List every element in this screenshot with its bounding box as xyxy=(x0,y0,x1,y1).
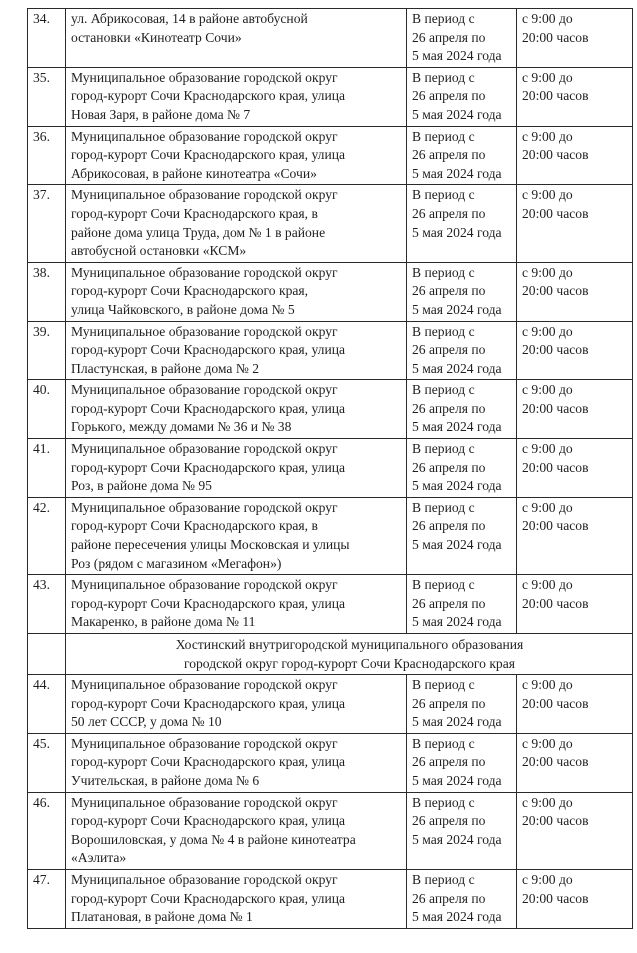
table-row xyxy=(28,792,633,869)
location-line: остановки «Кинотеатр Сочи» xyxy=(71,29,242,45)
period-line: 26 апреля по xyxy=(412,342,486,358)
location-line: улица Чайковского, в районе дома № 5 xyxy=(71,301,295,317)
location-line: Муниципальное образование городской округ xyxy=(71,69,338,85)
time-line: с 9:00 до xyxy=(522,677,573,692)
table-row xyxy=(28,380,633,439)
location-line: город-курорт Сочи Краснодарского края, улица xyxy=(71,695,346,711)
time-cell xyxy=(517,439,633,498)
location-line: Муниципальное образование городской округ xyxy=(71,264,338,280)
location-cell xyxy=(66,67,407,126)
location-line: Муниципальное образование городской округ xyxy=(71,323,338,339)
period-line: 5 мая 2024 года xyxy=(412,48,502,64)
period-line: 5 мая 2024 года xyxy=(412,224,502,240)
location-cell xyxy=(66,733,407,792)
location-line: Пластунская, в районе дома № 2 xyxy=(71,360,260,376)
location-line: город-курорт Сочи Краснодарского края, улица xyxy=(71,754,346,770)
table-row xyxy=(28,869,633,928)
period-line: 26 апреля по xyxy=(412,813,486,829)
period-cell xyxy=(407,126,517,185)
time-cell xyxy=(517,185,633,262)
location-line: Роз (рядом с магазином «Мегафон») xyxy=(71,555,282,571)
time-cell xyxy=(517,733,633,792)
row-number: 43. xyxy=(28,575,66,634)
location-line: Горького, между домами № 36 и № 38 xyxy=(71,419,292,435)
location-line: Муниципальное образование городской округ xyxy=(71,128,338,144)
location-line: город-курорт Сочи Краснодарского края, xyxy=(71,283,309,299)
location-line: город-курорт Сочи Краснодарского края, улица xyxy=(71,400,346,416)
row-number: 38. xyxy=(28,262,66,321)
time-line: 20:00 часов xyxy=(522,400,589,416)
period-cell xyxy=(407,321,517,380)
time-line: 20:00 часов xyxy=(522,205,589,221)
table-row xyxy=(28,321,633,380)
period-cell xyxy=(407,439,517,498)
location-cell xyxy=(66,575,407,634)
period-cell xyxy=(407,9,517,68)
period-cell xyxy=(407,675,517,734)
period-line: 5 мая 2024 года xyxy=(412,831,502,847)
location-line: Муниципальное образование городской округ xyxy=(71,187,338,203)
location-cell xyxy=(66,497,407,574)
section-title-line: городской округ город-курорт Сочи Краснодарского края xyxy=(183,656,516,671)
location-line: город-курорт Сочи Краснодарского края, улица xyxy=(71,342,346,358)
schedule-table xyxy=(27,8,633,929)
period-line: В период с xyxy=(412,128,475,144)
time-cell xyxy=(517,9,633,68)
location-line: город-курорт Сочи Краснодарского края, в xyxy=(71,518,318,534)
time-cell xyxy=(517,675,633,734)
location-line: Муниципальное образование городской округ xyxy=(71,577,338,593)
location-line: Муниципальное образование городской округ xyxy=(71,677,338,692)
period-cell xyxy=(407,380,517,439)
table-row xyxy=(28,439,633,498)
time-line: с 9:00 до xyxy=(522,323,573,339)
time-line: 20:00 часов xyxy=(522,342,589,358)
time-cell xyxy=(517,262,633,321)
location-line: город-курорт Сочи Краснодарского края, улица xyxy=(71,459,346,475)
time-line: 20:00 часов xyxy=(522,88,589,104)
period-line: 5 мая 2024 года xyxy=(412,478,502,494)
row-number: 47. xyxy=(28,869,66,928)
period-cell xyxy=(407,733,517,792)
period-line: 5 мая 2024 года xyxy=(412,106,502,122)
period-line: 26 апреля по xyxy=(412,754,486,770)
time-line: 20:00 часов xyxy=(522,147,589,163)
period-line: В период с xyxy=(412,735,475,751)
location-line: Платановая, в районе дома № 1 xyxy=(71,909,253,925)
period-line: 26 апреля по xyxy=(412,695,486,711)
location-cell xyxy=(66,185,407,262)
table-row xyxy=(28,675,633,734)
location-line: Роз, в районе дома № 95 xyxy=(71,478,212,494)
section-header-row xyxy=(28,634,633,675)
period-line: В период с xyxy=(412,441,475,457)
schedule-table-body xyxy=(28,9,633,929)
time-line: 20:00 часов xyxy=(522,890,589,906)
location-line: автобусной остановки «КСМ» xyxy=(71,243,247,259)
period-line: 5 мая 2024 года xyxy=(412,772,502,788)
period-line: 5 мая 2024 года xyxy=(412,165,502,181)
time-cell xyxy=(517,321,633,380)
time-line: 20:00 часов xyxy=(522,283,589,299)
table-row xyxy=(28,262,633,321)
time-line: с 9:00 до xyxy=(522,441,573,457)
location-line: Муниципальное образование городской округ xyxy=(71,794,338,810)
row-number: 46. xyxy=(28,792,66,869)
time-cell xyxy=(517,575,633,634)
time-line: с 9:00 до xyxy=(522,69,573,85)
period-line: 26 апреля по xyxy=(412,459,486,475)
time-line: с 9:00 до xyxy=(522,264,573,280)
table-row xyxy=(28,733,633,792)
location-line: Новая Заря, в районе дома № 7 xyxy=(71,106,251,122)
time-line: 20:00 часов xyxy=(522,754,589,770)
period-line: 26 апреля по xyxy=(412,283,486,299)
period-line: 5 мая 2024 года xyxy=(412,537,502,553)
time-line: с 9:00 до xyxy=(522,499,573,515)
location-cell xyxy=(66,321,407,380)
row-number: 34. xyxy=(28,9,66,68)
location-line: Муниципальное образование городской округ xyxy=(71,735,338,751)
period-line: 5 мая 2024 года xyxy=(412,614,502,630)
period-line: 26 апреля по xyxy=(412,595,486,611)
location-line: город-курорт Сочи Краснодарского края, улица xyxy=(71,147,346,163)
time-cell xyxy=(517,380,633,439)
location-line: районе пересечения улицы Московская и улицы xyxy=(71,537,350,553)
time-line: с 9:00 до xyxy=(522,187,573,203)
period-line: 26 апреля по xyxy=(412,400,486,416)
time-line: с 9:00 до xyxy=(522,577,573,593)
location-cell xyxy=(66,126,407,185)
row-number: 39. xyxy=(28,321,66,380)
location-line: Абрикосовая, в районе кинотеатра «Сочи» xyxy=(71,165,317,181)
period-line: 26 апреля по xyxy=(412,518,486,534)
period-cell xyxy=(407,869,517,928)
time-line: 20:00 часов xyxy=(522,459,589,475)
table-row xyxy=(28,185,633,262)
period-cell xyxy=(407,185,517,262)
location-line: Учительская, в районе дома № 6 xyxy=(71,772,260,788)
location-line: 50 лет СССР, у дома № 10 xyxy=(71,714,222,730)
section-number-cell xyxy=(28,634,66,675)
location-line: Ворошиловская, у дома № 4 в районе кинотеатра xyxy=(71,831,356,847)
period-cell xyxy=(407,575,517,634)
time-line: 20:00 часов xyxy=(522,29,589,45)
period-line: 26 апреля по xyxy=(412,147,486,163)
period-line: 5 мая 2024 года xyxy=(412,909,502,925)
time-line: с 9:00 до xyxy=(522,794,573,810)
period-line: В период с xyxy=(412,323,475,339)
table-row xyxy=(28,67,633,126)
period-cell xyxy=(407,67,517,126)
time-line: с 9:00 до xyxy=(522,735,573,751)
location-line: «Аэлита» xyxy=(71,850,127,866)
table-row xyxy=(28,126,633,185)
location-line: Макаренко, в районе дома № 11 xyxy=(71,614,256,630)
table-row xyxy=(28,9,633,68)
section-title-cell xyxy=(66,634,633,675)
time-line: 20:00 часов xyxy=(522,518,589,534)
time-line: с 9:00 до xyxy=(522,382,573,398)
period-line: 26 апреля по xyxy=(412,88,486,104)
time-cell xyxy=(517,67,633,126)
period-line: В период с xyxy=(412,499,475,515)
time-cell xyxy=(517,869,633,928)
document-page xyxy=(27,8,632,929)
time-line: с 9:00 до xyxy=(522,128,573,144)
row-number: 40. xyxy=(28,380,66,439)
period-line: В период с xyxy=(412,187,475,203)
location-line: город-курорт Сочи Краснодарского края, в xyxy=(71,205,318,221)
location-cell xyxy=(66,9,407,68)
period-line: 26 апреля по xyxy=(412,205,486,221)
row-number: 41. xyxy=(28,439,66,498)
time-line: 20:00 часов xyxy=(522,695,589,711)
period-line: В период с xyxy=(412,577,475,593)
row-number: 42. xyxy=(28,497,66,574)
period-line: 26 апреля по xyxy=(412,890,486,906)
period-cell xyxy=(407,792,517,869)
time-line: с 9:00 до xyxy=(522,11,573,26)
location-line: город-курорт Сочи Краснодарского края, улица xyxy=(71,88,346,104)
time-cell xyxy=(517,497,633,574)
location-line: Муниципальное образование городской округ xyxy=(71,382,338,398)
location-cell xyxy=(66,439,407,498)
location-cell xyxy=(66,675,407,734)
location-line: ул. Абрикосовая, 14 в районе автобусной xyxy=(71,11,308,26)
location-line: Муниципальное образование городской округ xyxy=(71,441,338,457)
location-line: город-курорт Сочи Краснодарского края, улица xyxy=(71,890,346,906)
location-line: Муниципальное образование городской округ xyxy=(71,871,338,887)
period-cell xyxy=(407,497,517,574)
period-line: В период с xyxy=(412,264,475,280)
period-line: 5 мая 2024 года xyxy=(412,714,502,730)
row-number: 37. xyxy=(28,185,66,262)
time-line: 20:00 часов xyxy=(522,595,589,611)
time-line: с 9:00 до xyxy=(522,871,573,887)
period-line: 5 мая 2024 года xyxy=(412,360,502,376)
row-number: 35. xyxy=(28,67,66,126)
period-cell xyxy=(407,262,517,321)
period-line: В период с xyxy=(412,69,475,85)
time-cell xyxy=(517,126,633,185)
time-line: 20:00 часов xyxy=(522,813,589,829)
table-row xyxy=(28,575,633,634)
time-cell xyxy=(517,792,633,869)
period-line: 5 мая 2024 года xyxy=(412,419,502,435)
period-line: В период с xyxy=(412,871,475,887)
table-row xyxy=(28,497,633,574)
location-line: город-курорт Сочи Краснодарского края, улица xyxy=(71,813,346,829)
location-line: город-курорт Сочи Краснодарского края, улица xyxy=(71,595,346,611)
period-line: В период с xyxy=(412,677,475,692)
period-line: В период с xyxy=(412,382,475,398)
row-number: 45. xyxy=(28,733,66,792)
period-line: 5 мая 2024 года xyxy=(412,301,502,317)
period-line: 26 апреля по xyxy=(412,29,486,45)
location-cell xyxy=(66,869,407,928)
location-cell xyxy=(66,792,407,869)
period-line: В период с xyxy=(412,11,475,26)
row-number: 36. xyxy=(28,126,66,185)
location-cell xyxy=(66,262,407,321)
location-line: Муниципальное образование городской округ xyxy=(71,499,338,515)
row-number: 44. xyxy=(28,675,66,734)
period-line: В период с xyxy=(412,794,475,810)
location-cell xyxy=(66,380,407,439)
section-title-line: Хостинский внутригородской муниципального образования xyxy=(175,637,524,652)
location-line: районе дома улица Труда, дом № 1 в районе xyxy=(71,224,326,240)
